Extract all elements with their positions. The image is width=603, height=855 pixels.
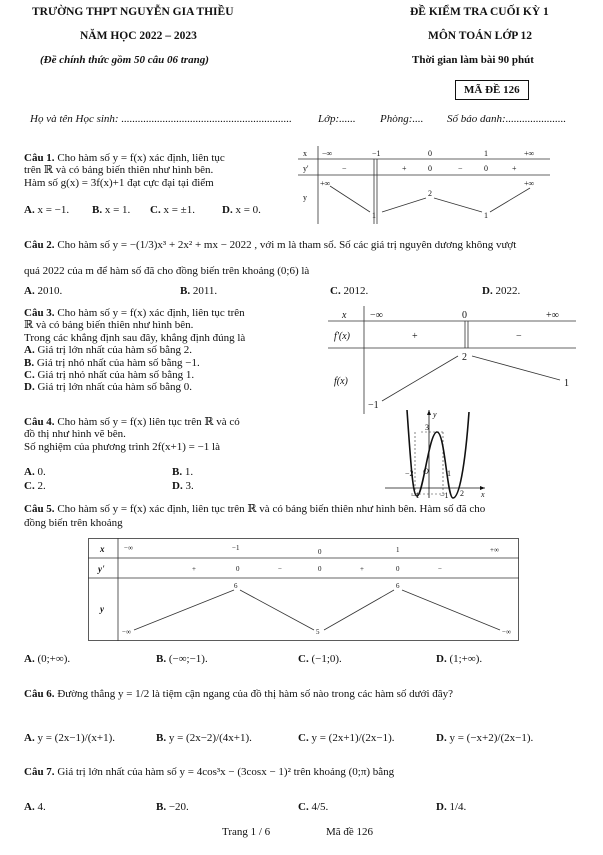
q5-x-val: 0	[318, 548, 322, 556]
q5-x-val: +∞	[490, 546, 499, 554]
q5-sign: 0	[318, 565, 322, 573]
question-2	[24, 232, 584, 284]
question-text: Cho hàm số y = f(x) xác định, liên tục	[57, 152, 225, 164]
q1-yp-label: y'	[303, 164, 309, 173]
question-text: Trong các khẳng định sau đây, khẳng định đúng là	[24, 331, 246, 344]
q4-label: −1	[440, 491, 449, 500]
question-1	[24, 152, 299, 189]
q4-label: −1	[411, 491, 420, 500]
q4-label: −2	[405, 469, 414, 478]
q3-option-d[interactable]: D. Giá trị lớn nhất của hàm số bằng 0.	[24, 381, 193, 394]
question-number: Câu 3.	[24, 307, 55, 319]
exam-code-box: MÃ ĐỀ 126	[455, 80, 529, 100]
q5-y-label: y	[100, 604, 104, 614]
q1-x-val: 0	[428, 149, 432, 158]
q4-label: 1	[447, 469, 451, 478]
question-number: Câu 4.	[24, 416, 55, 428]
q3-option-b[interactable]: B. Giá trị nhỏ nhất của hàm số bằng −1.	[24, 356, 200, 369]
q3-x-val: 0	[462, 310, 467, 321]
q5-variation-table	[88, 538, 520, 642]
q1-y-val: 2	[428, 189, 432, 198]
q5-y-val: 5	[316, 628, 320, 636]
question-text: Cho hàm số y = f(x) xác định, liên tục trên	[57, 307, 245, 319]
q2-option-c[interactable]: C. 2012.	[330, 285, 369, 297]
q3-fp-label: f'(x)	[334, 331, 351, 342]
question-text: Cho hàm số y = f(x) xác định, liên tục trên ℝ và có bảng biến thiên như hình bên. Hàm số đã cho	[57, 503, 486, 515]
q3-sign: +	[412, 331, 418, 342]
q5-x-label: x	[100, 544, 105, 554]
footer-exam-code: Mã đề 126	[326, 826, 374, 838]
q2-option-a[interactable]: A. 2010.	[24, 285, 63, 297]
q7-option-d[interactable]: D. 1/4.	[436, 801, 467, 813]
q5-option-a[interactable]: A. (0;+∞).	[24, 653, 71, 665]
q7-option-b[interactable]: B. −20.	[156, 801, 189, 813]
question-text: Hàm số g(x) = 3f(x)+1 đạt cực đại tại điểm	[24, 176, 214, 189]
q7-option-a[interactable]: A. 4.	[24, 801, 46, 813]
q5-sign: 0	[236, 565, 240, 573]
question-6	[24, 688, 584, 700]
q4-option-b[interactable]: B. 1.	[172, 466, 194, 478]
q1-sign: +	[512, 164, 517, 173]
q4-label: 3	[425, 423, 429, 432]
q3-x-val: −∞	[370, 310, 383, 321]
q1-option-b[interactable]: B. x = 1.	[92, 204, 131, 216]
q7-option-c[interactable]: C. 4/5.	[298, 801, 329, 813]
question-text: Đường thẳng y = 1/2 là tiệm cận ngang của đồ thị hàm số nào trong các hàm số dưới đây?	[57, 688, 454, 700]
exam-duration: Thời gian làm bài 90 phút	[412, 54, 534, 66]
q6-option-d[interactable]: D. y = (−x+2)/(2x−1).	[436, 732, 534, 744]
q1-x-val: −∞	[322, 149, 333, 158]
q4-option-d[interactable]: D. 3.	[172, 480, 194, 492]
school-year: NĂM HỌC 2022 – 2023	[80, 30, 197, 42]
q4-option-a[interactable]: A. 0.	[24, 466, 46, 478]
question-number: Câu 5.	[24, 503, 55, 515]
exam-title: ĐỀ KIỂM TRA CUỐI KỲ 1	[410, 6, 549, 18]
candidate-number-field: Số báo danh:......................	[447, 113, 567, 125]
q2-option-d[interactable]: D. 2022.	[482, 285, 521, 297]
q5-y-val: −∞	[502, 628, 511, 636]
q6-option-b[interactable]: B. y = (2x−2)/(4x+1).	[156, 732, 252, 744]
question-number: Câu 1.	[24, 152, 55, 164]
page-number: Trang 1 / 6	[222, 826, 271, 838]
q1-x-val: 1	[484, 149, 488, 158]
q1-x-label: x	[303, 149, 307, 158]
question-4	[24, 416, 314, 453]
q3-x-val: +∞	[546, 310, 559, 321]
question-5	[24, 502, 584, 530]
q5-sign: +	[192, 565, 196, 573]
q4-y-axis-label: y	[433, 410, 437, 419]
q1-sign: 0	[428, 164, 432, 173]
question-3	[24, 307, 314, 394]
student-name-field: Họ và tên Học sinh: ..............................................................	[30, 113, 292, 125]
q3-y-val: 2	[462, 352, 467, 363]
q1-y-val: +∞	[320, 179, 331, 188]
q5-sign: 0	[396, 565, 400, 573]
question-number: Câu 7.	[24, 766, 55, 778]
question-text: Giá trị lớn nhất của hàm số y = 4cos³x − (3cosx − 1)² trên khoảng (0;π) bằng	[57, 766, 395, 778]
q4-origin-label: O	[423, 467, 429, 476]
q6-option-c[interactable]: C. y = (2x+1)/(2x−1).	[298, 732, 395, 744]
room-field: Phòng:....	[380, 113, 424, 125]
school-name: TRƯỜNG THPT NGUYỄN GIA THIỀU	[32, 6, 234, 18]
q1-sign: 0	[484, 164, 488, 173]
q1-option-d[interactable]: D. x = 0.	[222, 204, 261, 216]
q5-y-val: 6	[396, 582, 400, 590]
q1-y-label: y	[303, 193, 307, 202]
q5-y-val: 6	[234, 582, 238, 590]
q5-x-val: −∞	[124, 544, 133, 552]
q5-sign: +	[360, 565, 364, 573]
class-field: Lớp:......	[318, 113, 356, 125]
q3-y-val: −1	[368, 400, 379, 411]
q5-yp-label: y'	[98, 564, 105, 574]
question-text: quá 2022 của m để hàm số đã cho đồng biến trên khoảng (0;6) là	[24, 265, 310, 277]
q5-option-d[interactable]: D. (1;+∞).	[436, 653, 483, 665]
q3-variation-table	[328, 306, 578, 414]
q1-x-val: +∞	[524, 149, 535, 158]
q1-y-val: 1	[372, 211, 376, 220]
question-text: ℝ và có bảng biến thiên như hình bên.	[24, 319, 194, 332]
q3-f-label: f(x)	[334, 376, 348, 387]
q1-sign: −	[458, 164, 463, 173]
q2-option-b[interactable]: B. 2011.	[180, 285, 218, 297]
q5-x-val: −1	[232, 544, 240, 552]
q5-sign: −	[438, 565, 442, 573]
q1-y-val: 1	[484, 211, 488, 220]
q1-variation-table	[298, 146, 553, 224]
official-note: (Đề chính thức gồm 50 câu 06 trang)	[40, 54, 209, 66]
q5-option-c[interactable]: C. (−1;0).	[298, 653, 342, 665]
q4-x-axis-label: x	[481, 490, 485, 499]
question-text: đồng biến trên khoảng	[24, 517, 123, 529]
exam-subject: MÔN TOÁN LỚP 12	[428, 30, 533, 42]
q5-x-val: 1	[396, 546, 400, 554]
question-number: Câu 6.	[24, 688, 55, 700]
q4-option-c[interactable]: C. 2.	[24, 480, 46, 492]
q1-option-a[interactable]: A. x = −1.	[24, 204, 70, 216]
q5-option-b[interactable]: B. (−∞;−1).	[156, 653, 208, 665]
q3-option-c[interactable]: C. Giá trị nhỏ nhất của hàm số bằng 1.	[24, 369, 195, 382]
question-7	[24, 766, 584, 778]
q1-sign: −	[342, 164, 347, 173]
q3-x-label: x	[342, 310, 347, 321]
question-number: Câu 2.	[24, 239, 55, 251]
question-text: Số nghiệm của phương trình 2f(x+1) = −1 là	[24, 440, 220, 453]
q1-x-val: −1	[372, 149, 381, 158]
question-text: đồ thị như hình vẽ bên.	[24, 428, 126, 441]
q1-y-val: +∞	[524, 179, 535, 188]
q4-function-graph	[385, 408, 495, 500]
q1-sign: +	[402, 164, 407, 173]
question-text: Cho hàm số y = f(x) liên tục trên ℝ và có	[57, 416, 240, 428]
q4-label: 2	[460, 489, 464, 498]
q3-sign: −	[516, 331, 522, 342]
q3-option-a[interactable]: A. Giá trị lớn nhất của hàm số bằng 2.	[24, 344, 193, 357]
question-text: Cho hàm số y = −(1/3)x³ + 2x² + mx − 2022 , với m là tham số. Số các giá trị nguyên dương không vượt	[57, 239, 517, 251]
q1-option-c[interactable]: C. x = ±1.	[150, 204, 195, 216]
q5-sign: −	[278, 565, 282, 573]
question-text: trên ℝ và có bảng biến thiên như hình bên.	[24, 164, 214, 177]
q5-y-val: −∞	[122, 628, 131, 636]
q6-option-a[interactable]: A. y = (2x−1)/(x+1).	[24, 732, 116, 744]
q3-y-val: 1	[564, 378, 569, 389]
